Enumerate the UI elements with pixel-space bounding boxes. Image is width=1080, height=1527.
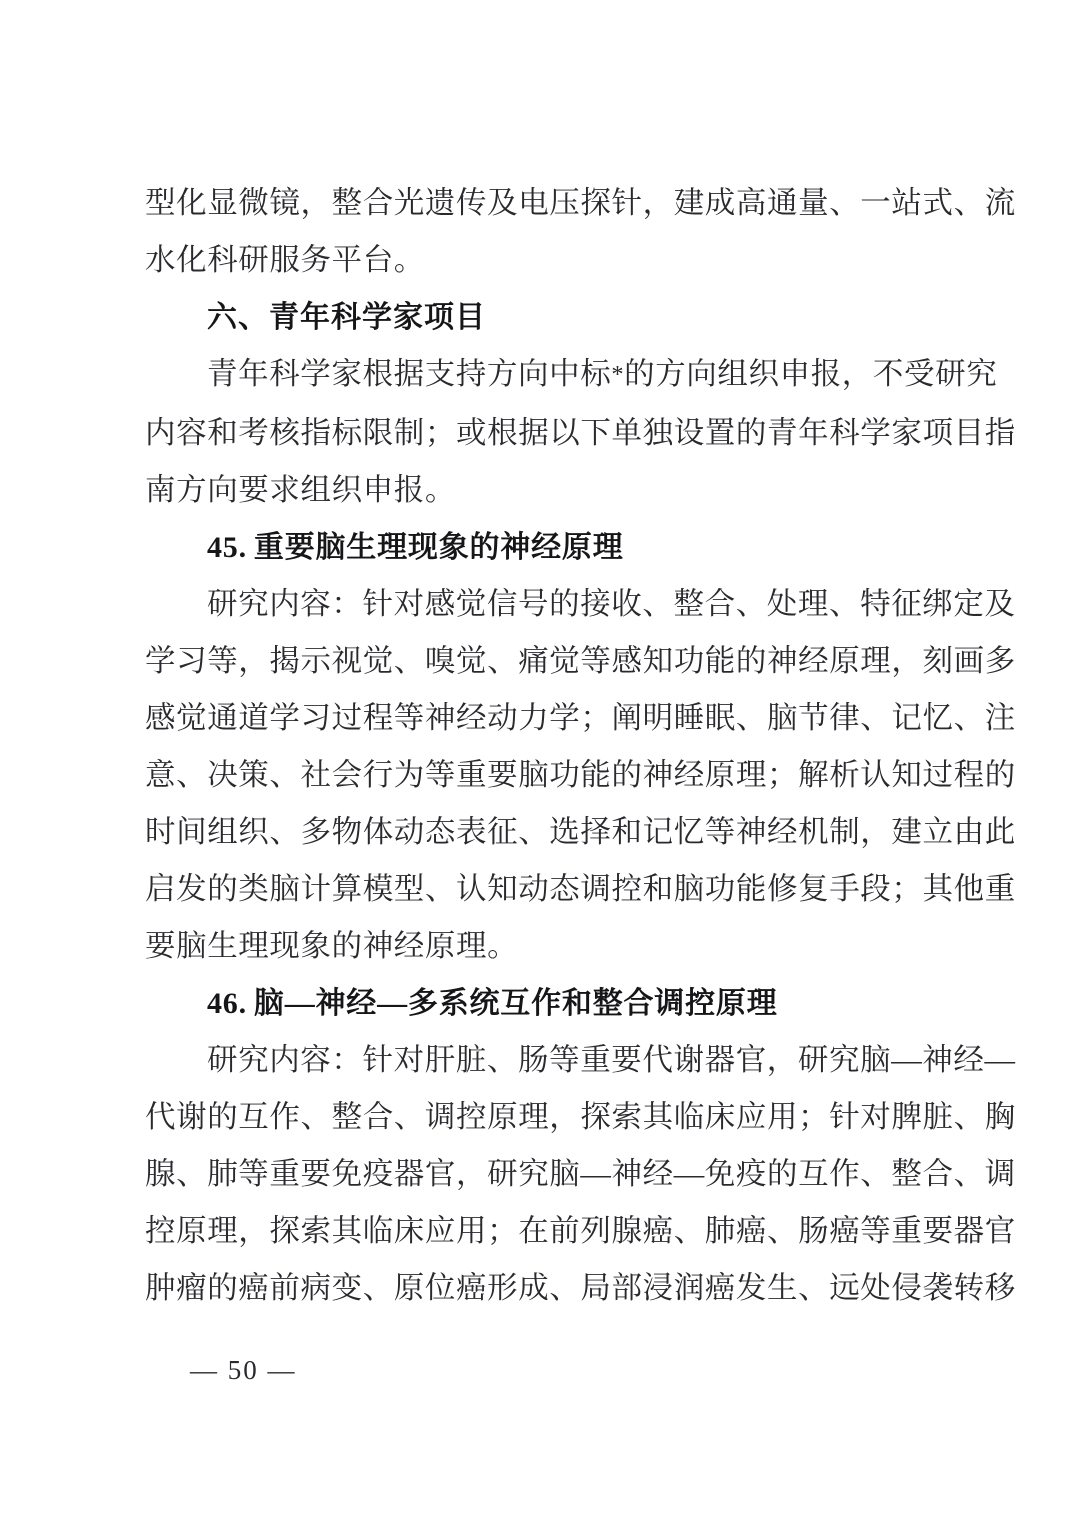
paragraph-line: 启发的类脑计算模型、认知动态调控和脑功能修复手段；其他重: [145, 872, 1016, 906]
section-intro-paragraph: [145, 346, 1016, 519]
paragraph-line-text-with-asterisk: 青年科学家根据支持方向中标*的方向组织申报，不受研究: [207, 357, 998, 391]
paragraph-line: 肿瘤的癌前病变、原位癌形成、局部浸润癌发生、远处侵袭转移: [145, 1271, 1016, 1305]
paragraph-line: 学习等，揭示视觉、嗅觉、痛觉等感知功能的神经原理，刻画多: [145, 644, 1016, 678]
item-title: 重要脑生理现象的神经原理: [253, 531, 624, 564]
footnote-asterisk-marker: *: [611, 361, 625, 388]
continued-paragraph: [145, 175, 1016, 289]
paragraph-line: 要脑生理现象的神经原理。: [145, 929, 519, 963]
item-45-paragraph: [145, 576, 1016, 975]
paragraph-line: 研究内容：针对肝脏、肠等重要代谢器官，研究脑—神经—: [207, 1043, 1016, 1077]
item-title: 脑—神经—多系统互作和整合调控原理: [253, 987, 778, 1020]
paragraph-line: 控原理，探索其临床应用；在前列腺癌、肺癌、肠癌等重要器官: [145, 1214, 1016, 1248]
paragraph-line: 腺、肺等重要免疫器官，研究脑—神经—免疫的互作、整合、调: [145, 1157, 1016, 1191]
item-heading-45: [145, 519, 940, 576]
paragraph-line: 时间组织、多物体动态表征、选择和记忆等神经机制，建立由此: [145, 815, 1016, 849]
paragraph-line: 意、决策、社会行为等重要脑功能的神经原理；解析认知过程的: [145, 758, 1016, 792]
paragraph-line: 感觉通道学习过程等神经动力学；阐明睡眠、脑节律、记忆、注: [145, 701, 1016, 735]
item-heading-46: [145, 975, 940, 1032]
paragraph-line: 水化科研服务平台。: [145, 243, 425, 277]
section-heading: 六、青年科学家项目: [207, 301, 486, 334]
paragraph-line: 型化显微镜，整合光遗传及电压探针，建成高通量、一站式、流: [145, 186, 1016, 220]
item-number: 46.: [207, 987, 247, 1020]
paragraph-line: 南方向要求组织申报。: [145, 473, 456, 507]
paragraph-line: 内容和考核指标限制；或根据以下单独设置的青年科学家项目指: [145, 416, 1016, 450]
paragraph-line: 代谢的互作、整合、调控原理，探索其临床应用；针对脾脏、胸: [145, 1100, 1016, 1134]
page-number-footer: — 50 —: [190, 1355, 297, 1385]
paragraph-line: 研究内容：针对感觉信号的接收、整合、处理、特征绑定及: [207, 587, 1016, 621]
item-46-paragraph: [145, 1032, 1016, 1317]
item-number: 45.: [207, 531, 247, 564]
page-content: [145, 175, 1016, 1317]
paragraph-line: [145, 346, 998, 405]
